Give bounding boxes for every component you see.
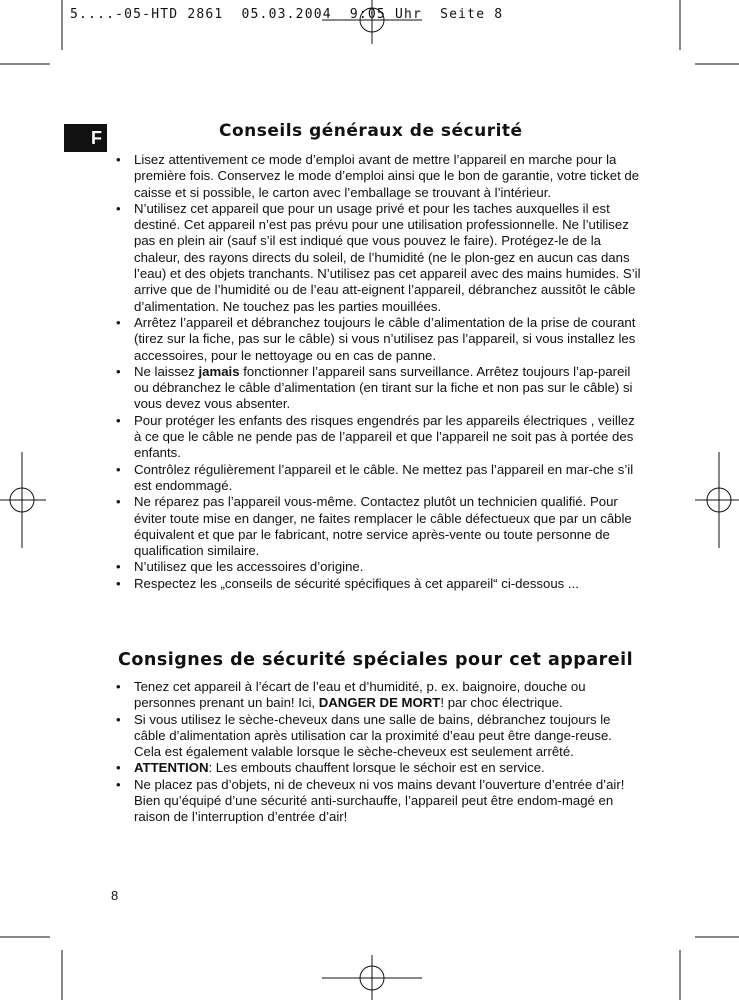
- list-item: • N’utilisez que les accessoires d’origine.: [118, 559, 642, 575]
- list-item: • N’utilisez cet appareil que pour un usage privé et pour les taches auxquelles il est destiné. Cet appareil n’est pas prévu pour une utilisation professionnelle. Ne l’utilisez pas en plein air (sauf s’il est indiqué que vous pouvez le faire). Protégez-le de la chaleur, des rayons directs du soleil, de l’humidité (ne le plon-gez en aucun cas dans l’eau) et des objets tranchants. N’utilisez pas cet appareil avec des mains humides. S’il arrive que de l’humidité ou de l’eau att-eignent l’appareil, débranchez aussitôt le câble d’alimentation. Ne touchez pas les parties mouillées.: [118, 201, 642, 315]
- list-item-text: : Les embouts chauffent lorsque le séchoir est en service.: [208, 760, 545, 776]
- list-item: [118, 679, 642, 712]
- list-item: • Respectez les „conseils de sécurité spécifiques à cet appareil“ ci-dessous ...: [118, 576, 642, 592]
- emphasis-attention: ATTENTION: [134, 760, 209, 776]
- list-item-text: Ne laissez: [134, 363, 199, 379]
- list-item: • Ne placez pas d’objets, ni de cheveux ni vos mains devant l’ouverture d’entrée d’air! Bien qu’équipé d’une sécurité anti-surchauffe, l’appareil peut être endom-magé en raison de l’interruption d’entrée d’air!: [118, 777, 642, 826]
- list-item: • Arrêtez l’appareil et débranchez toujours le câble d’alimentation de la prise de courant (tirez sur la fiche, pas sur le câble) si vous n’utilisez pas l’appareil, si vous installez les accessoires, pour le nettoyage ou en cas de panne.: [118, 315, 642, 364]
- section-title-special-safety: Consignes de sécurité spéciales pour cet appareil: [118, 650, 634, 670]
- registration-mark-right: [695, 452, 739, 548]
- list-item-text: ! par choc électrique.: [440, 695, 563, 711]
- page-number: 8: [111, 888, 119, 903]
- list-item: [118, 760, 642, 776]
- special-safety-list: [118, 679, 642, 826]
- list-item: • Contrôlez régulièrement l’appareil et le câble. Ne mettez pas l’appareil en mar-che s’il est endommagé.: [118, 462, 642, 495]
- list-item: • Lisez attentivement ce mode d’emploi avant de mettre l’appareil en marche pour la première fois. Conservez le mode d’emploi ainsi que le bon de garantie, votre ticket de caisse et si possible, le carton avec l’emballage se trouvant à l’intérieur.: [118, 152, 642, 201]
- list-item: • Ne réparez pas l’appareil vous-même. Contactez plutôt un technicien qualifié. Pour éviter toute mise en danger, ne faites remplacer le câble défectueux que par un câble équivalent et que par le fabricant, notre service après-vente ou toute personne de qualification similaire.: [118, 494, 642, 559]
- registration-mark-top: [322, 0, 422, 44]
- section-title-general-safety: Conseils généraux de sécurité: [219, 121, 523, 141]
- list-item: • Pour protéger les enfants des risques engendrés par les appareils électriques , veillez à ce que le câble ne pende pas de l’appareil et que l’appareil ne soit pas à portée des enfants.: [118, 413, 642, 462]
- general-safety-list: [118, 152, 642, 592]
- emphasis-danger: DANGER DE MORT: [318, 695, 441, 711]
- emphasis-jamais: jamais: [198, 363, 240, 379]
- list-item: [118, 364, 642, 413]
- list-item-text: fonctionner l’appareil sans surveillance. Arrêtez toujours l’ap-pareil ou débranchez le câble d’alimentation (en tirant sur la fiche et non pas sur le câble) si vous devez vous absenter.: [134, 363, 633, 412]
- list-item: • Si vous utilisez le sèche-cheveux dans une salle de bains, débranchez toujours le câble d’alimentation après utilisation car la proximité d’eau peut être dange-reuse. Cela est également valable lorsque le sèche-cheveux est seulement arrêté.: [118, 712, 642, 761]
- print-slug: 5....-05-HTD 2861 05.03.2004 9:05 Uhr Seite 8: [70, 7, 504, 22]
- registration-mark-left: [0, 452, 46, 548]
- registration-mark-bottom: [322, 955, 422, 1000]
- list-item-text: Tenez cet appareil à l’écart de l’eau et d’humidité, p. ex. baignoire, douche ou personnes prenant un bain! Ici,: [134, 679, 586, 711]
- language-tab: F: [64, 124, 107, 152]
